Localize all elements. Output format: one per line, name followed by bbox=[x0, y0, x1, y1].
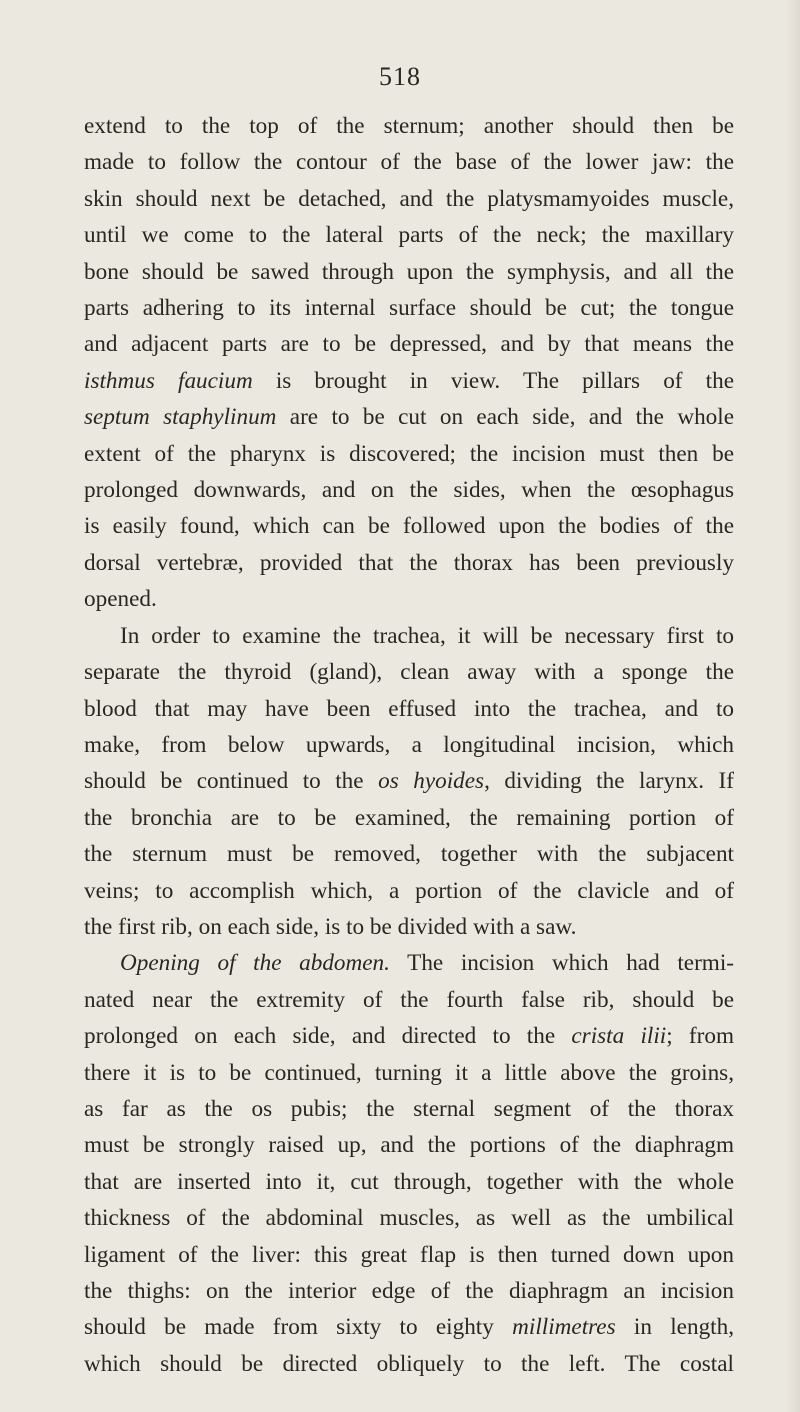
text-line: separate the thyroid (gland), clean away with a sponge the bbox=[84, 659, 734, 686]
text-line: bone should be sawed through upon the symphysis, and all the bbox=[84, 258, 734, 285]
text-line: veins; to accomplish which, a portion of the clavicle and of bbox=[84, 877, 734, 904]
text-line: must be strongly raised up, and the portions of the diaphragm bbox=[84, 1132, 734, 1159]
text-line: that are inserted into it, cut through, together with the whole bbox=[84, 1168, 734, 1195]
italic-term: crista ilii bbox=[571, 1023, 667, 1050]
page-edge-shadow bbox=[786, 0, 800, 1412]
text-line: dorsal vertebræ, provided that the thorax has been previously bbox=[84, 549, 734, 576]
text-line: prolonged on each side, and directed to the crista ilii; from bbox=[84, 1023, 734, 1050]
text-line: as far as the os pubis; the sternal segment of the thorax bbox=[84, 1095, 734, 1122]
text-line: nated near the extremity of the fourth false rib, should be bbox=[84, 986, 734, 1013]
text-line: septum staphylinum are to be cut on each side, and the whole bbox=[84, 404, 734, 431]
text-line: should be made from sixty to eighty millimetres in length, bbox=[84, 1314, 734, 1341]
text-line: made to follow the contour of the base of the lower jaw: the bbox=[84, 149, 734, 176]
italic-term: septum staphylinum bbox=[84, 404, 277, 431]
text-line: In order to examine the trachea, it will be necessary first to bbox=[120, 622, 734, 649]
italic-term: os hyoides bbox=[378, 768, 485, 795]
text-line: is easily found, which can be followed upon the bodies of the bbox=[84, 513, 734, 540]
text-line: until we come to the lateral parts of the neck; the maxillary bbox=[84, 222, 734, 249]
text-line: blood that may have been effused into the trachea, and to bbox=[84, 695, 734, 722]
text-line: ligament of the liver: this great flap is then turned down upon bbox=[84, 1241, 734, 1268]
text-line: Opening of the abdomen. The incision which had termi- bbox=[120, 950, 734, 977]
text-line: there it is to be continued, turning it a little above the groins, bbox=[84, 1059, 734, 1086]
section-heading: Opening of the abdomen. bbox=[120, 950, 390, 977]
italic-term: isthmus faucium bbox=[84, 367, 253, 394]
text-line: should be continued to the os hyoides, dividing the larynx. If bbox=[84, 768, 735, 795]
text-line: parts adhering to its internal surface should be cut; the tongue bbox=[84, 295, 734, 322]
italic-term: millimetres bbox=[512, 1314, 616, 1341]
text-line: opened. bbox=[84, 586, 157, 613]
text-line: the first rib, on each side, is to be divided with a saw. bbox=[84, 913, 577, 940]
text-line: the thighs: on the interior edge of the diaphragm an incision bbox=[84, 1278, 734, 1304]
page-number: 518 bbox=[379, 62, 421, 91]
text-line: skin should next be detached, and the platysmamyoides muscle, bbox=[84, 185, 734, 212]
text-line: extent of the pharynx is discovered; the incision must then be bbox=[84, 440, 734, 467]
body-text bbox=[84, 108, 734, 1382]
text-line: prolonged downwards, and on the sides, when the œsophagus bbox=[84, 477, 734, 504]
text-line: and adjacent parts are to be depressed, and by that means the bbox=[84, 331, 734, 358]
text-line: thickness of the abdominal muscles, as well as the umbilical bbox=[84, 1205, 734, 1232]
text-line: isthmus faucium is brought in view. The pillars of the bbox=[84, 367, 734, 394]
text-line: make, from below upwards, a longitudinal incision, which bbox=[84, 731, 734, 758]
text-line: extend to the top of the sternum; another should then be bbox=[84, 113, 734, 139]
text-line: the sternum must be removed, together with the subjacent bbox=[84, 841, 734, 868]
text-line: which should be directed obliquely to the left. The costal bbox=[84, 1350, 734, 1377]
text-line: the bronchia are to be examined, the remaining portion of bbox=[84, 804, 734, 831]
